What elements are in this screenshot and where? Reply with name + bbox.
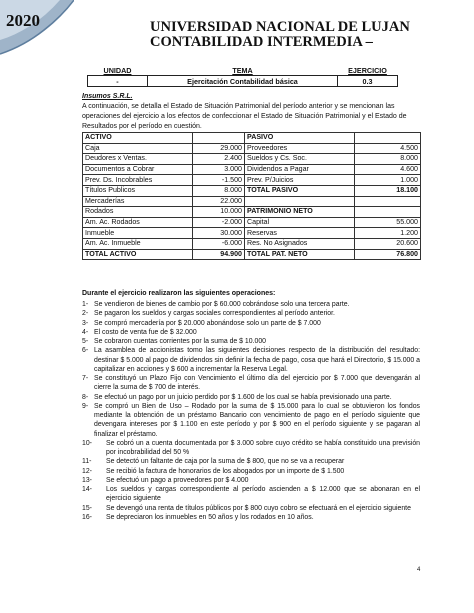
topic-header: TEMA <box>148 65 338 76</box>
operation-text: Se efectuó un pago a proveedores por $ 4.000 <box>106 476 249 484</box>
operation-number: 14- <box>82 486 92 493</box>
year-label: 2020 <box>6 11 40 30</box>
intro-text: A continuación, se detalla el Estado de Situación Patrimonial del período anterior y se mencionan las operaciones del ejercicio a los efectos de confeccionar el Estado de Situación Patrimonial y el Estado de Resultados por el período en cuestión. <box>82 103 407 130</box>
operations-heading: Durante el ejercicio realizaron las siguientes operaciones: <box>82 290 276 297</box>
operation-number: 15- <box>82 504 92 512</box>
operation-item <box>82 476 420 485</box>
balance-amount: -2.000 <box>193 217 245 228</box>
balance-account: TOTAL PAT. NETO <box>245 249 355 260</box>
balance-row <box>83 249 421 260</box>
operation-text: Se devengó una renta de títulos públicos por $ 800 cuyo cobro se efectuará en el ejercicio siguiente <box>106 504 411 512</box>
balance-amount: 8.000 <box>193 185 245 196</box>
balance-amount: 55.000 <box>355 217 421 228</box>
operation-item <box>82 467 420 476</box>
balance-account: Documentos a Cobrar <box>83 164 193 175</box>
balance-account: Res. No Asignados <box>245 238 355 249</box>
operation-item <box>82 346 420 374</box>
balance-row <box>83 164 421 175</box>
balance-amount: 4.500 <box>355 143 421 154</box>
balance-account <box>245 196 355 207</box>
balance-account: PASIVO <box>245 133 355 144</box>
operation-text: Se recibió la factura de honorarios de los abogados por un importe de $ 1.500 <box>106 467 345 475</box>
operation-text: Se detectó un faltante de caja por la suma de $ 800, que no se va a recuperar <box>106 458 345 466</box>
balance-account: Reservas <box>245 228 355 239</box>
balance-account: ACTIVO <box>83 133 193 144</box>
operation-number: 5- <box>82 338 89 345</box>
operation-number: 11- <box>82 458 92 466</box>
balance-amount: 20.600 <box>355 238 421 249</box>
balance-amount: -6.000 <box>193 238 245 249</box>
unit-table <box>87 65 398 87</box>
unit-header: UNIDAD <box>88 65 148 76</box>
balance-amount: 29.000 <box>193 143 245 154</box>
unit-value: - <box>88 76 148 87</box>
balance-row <box>83 154 421 165</box>
balance-account: TOTAL PASIVO <box>245 185 355 196</box>
subject-title: CONTABILIDAD INTERMEDIA – <box>150 34 373 50</box>
balance-account: Dividendos a Pagar <box>245 164 355 175</box>
operation-number: 4- <box>82 328 89 336</box>
balance-amount <box>355 196 421 207</box>
company-name: Insumos S.R.L. <box>82 93 133 100</box>
balance-amount: 94.900 <box>193 249 245 260</box>
operation-item <box>82 300 420 309</box>
balance-account: Caja <box>83 143 193 154</box>
operation-item <box>82 504 420 513</box>
balance-account: Deudores x Ventas. <box>83 154 193 165</box>
operation-item <box>82 328 420 337</box>
operation-number: 7- <box>82 375 89 382</box>
operation-item <box>82 337 420 346</box>
intro-paragraph <box>82 92 418 132</box>
operation-number: 13- <box>82 476 92 484</box>
operation-text: Se compró un Bien de Uso – Rodado por la suma de $ 15.000 para lo cual se obtuvieron los fondos mediante la obtención de un préstamo Bancario con vencimiento de pago en el período siguiente que devengara intereses por $ 1.100 en este período y por $ 900 en el período siguiente y se pagaran al finalizar el préstamo. <box>94 402 420 438</box>
balance-amount <box>355 207 421 218</box>
balance-row <box>83 133 421 144</box>
balance-amount: 1.200 <box>355 228 421 239</box>
balance-account: Am. Ac. Rodados <box>83 217 193 228</box>
page-number: 4 <box>417 567 421 573</box>
balance-account: Prev. P/Juicios <box>245 175 355 186</box>
balance-row <box>83 228 421 239</box>
operation-text: Se compró mercadería por $ 20.000 abonándose solo un parte de $ 7.000 <box>94 319 321 327</box>
balance-account: Capital <box>245 217 355 228</box>
balance-row <box>83 207 421 218</box>
balance-account: TOTAL ACTIVO <box>83 249 193 260</box>
university-title: UNIVERSIDAD NACIONAL DE LUJAN <box>150 19 410 35</box>
operation-text: El costo de venta fue de $ 32.000 <box>94 328 197 336</box>
balance-amount: 2.400 <box>193 154 245 165</box>
operation-item <box>82 309 420 318</box>
exercise-header: EJERCICIO <box>338 65 398 76</box>
operation-item <box>82 402 420 439</box>
operation-number: 1- <box>82 301 89 308</box>
operation-text: Los sueldos y cargas correspondiente al período ascienden a $ 12.000 que se abonaran en el ejercicio siguiente <box>106 486 420 503</box>
operations-list <box>82 300 420 522</box>
operation-number: 2- <box>82 310 89 318</box>
operation-text: Se cobraron cuentas corrientes por la suma de $ 10.000 <box>94 338 266 345</box>
balance-amount: 3.000 <box>193 164 245 175</box>
topic-value: Ejercitación Contabilidad básica <box>148 76 338 87</box>
balance-amount: 10.000 <box>193 207 245 218</box>
operation-number: 6- <box>82 347 89 355</box>
operation-text: Se pagaron los sueldos y cargas sociales correspondientes al período anterior. <box>94 310 335 318</box>
operation-text: Se constituyó un Plazo Fijo con Vencimiento el último día del ejercicio por $ 7.000 que devengarán al cierre la suma de $ 700 de interés. <box>94 375 420 392</box>
balance-account: Prev. Ds. Incobrables <box>83 175 193 186</box>
operation-text: Se depreciaron los inmuebles en 50 años y los rodados en 10 años. <box>106 513 314 521</box>
balance-amount: 76.800 <box>355 249 421 260</box>
corner-decoration <box>0 0 74 64</box>
balance-row <box>83 185 421 196</box>
exercise-value: 0.3 <box>338 76 398 87</box>
balance-amount: 18.100 <box>355 185 421 196</box>
operation-number: 12- <box>82 467 92 475</box>
balance-account: Proveedores <box>245 143 355 154</box>
operation-item <box>82 485 420 504</box>
balance-account: Inmueble <box>83 228 193 239</box>
balance-account: Sueldos y Cs. Soc. <box>245 154 355 165</box>
operation-number: 10- <box>82 439 92 447</box>
operation-item <box>82 439 420 458</box>
balance-account: Am. Ac. Inmueble <box>83 238 193 249</box>
operation-number: 9- <box>82 402 89 410</box>
balance-row <box>83 143 421 154</box>
balance-sheet-table <box>82 132 421 260</box>
balance-row <box>83 196 421 207</box>
operation-number: 8- <box>82 393 89 401</box>
operation-item <box>82 319 420 328</box>
balance-amount: 30.000 <box>193 228 245 239</box>
balance-amount: 4.600 <box>355 164 421 175</box>
balance-account: Títulos Publicos <box>83 185 193 196</box>
balance-amount: 1.000 <box>355 175 421 186</box>
operation-item <box>82 374 420 393</box>
balance-amount: 8.000 <box>355 154 421 165</box>
operation-item <box>82 393 420 402</box>
operation-item <box>82 513 420 522</box>
operation-text: Se efectuó un pago por un juicio perdido por $ 1.600 de los cual se había previsionado una parte. <box>94 393 392 401</box>
operation-number: 16- <box>82 513 92 521</box>
operation-item <box>82 457 420 466</box>
balance-row <box>83 238 421 249</box>
balance-amount <box>355 133 421 144</box>
operation-text: La asamblea de accionistas tomo las siguientes decisiones respecto de la distribución del resultado: destinar $ 5.000 al pago de dividendos sin definir la fecha de pago, cosa que hará el Directorio, $ 15.000 a capitalizar en acciones y $ 600 a incrementar la Reserva Legal. <box>94 347 420 373</box>
balance-row <box>83 175 421 186</box>
balance-account: Rodados <box>83 207 193 218</box>
operation-text: Se cobró un a cuenta documentada por $ 3.000 sobre cuyo crédito se había constituido una previsión por incobrabilidad del 50 % <box>106 439 420 456</box>
balance-account: PATRIMONIO NETO <box>245 207 355 218</box>
operation-number: 3- <box>82 319 89 327</box>
balance-amount: -1.500 <box>193 175 245 186</box>
operation-text: Se vendieron de bienes de cambio por $ 60.000 cobrándose solo una tercera parte. <box>94 301 350 308</box>
balance-amount: 22.000 <box>193 196 245 207</box>
balance-row <box>83 217 421 228</box>
balance-account: Mercaderías <box>83 196 193 207</box>
balance-amount <box>193 133 245 144</box>
